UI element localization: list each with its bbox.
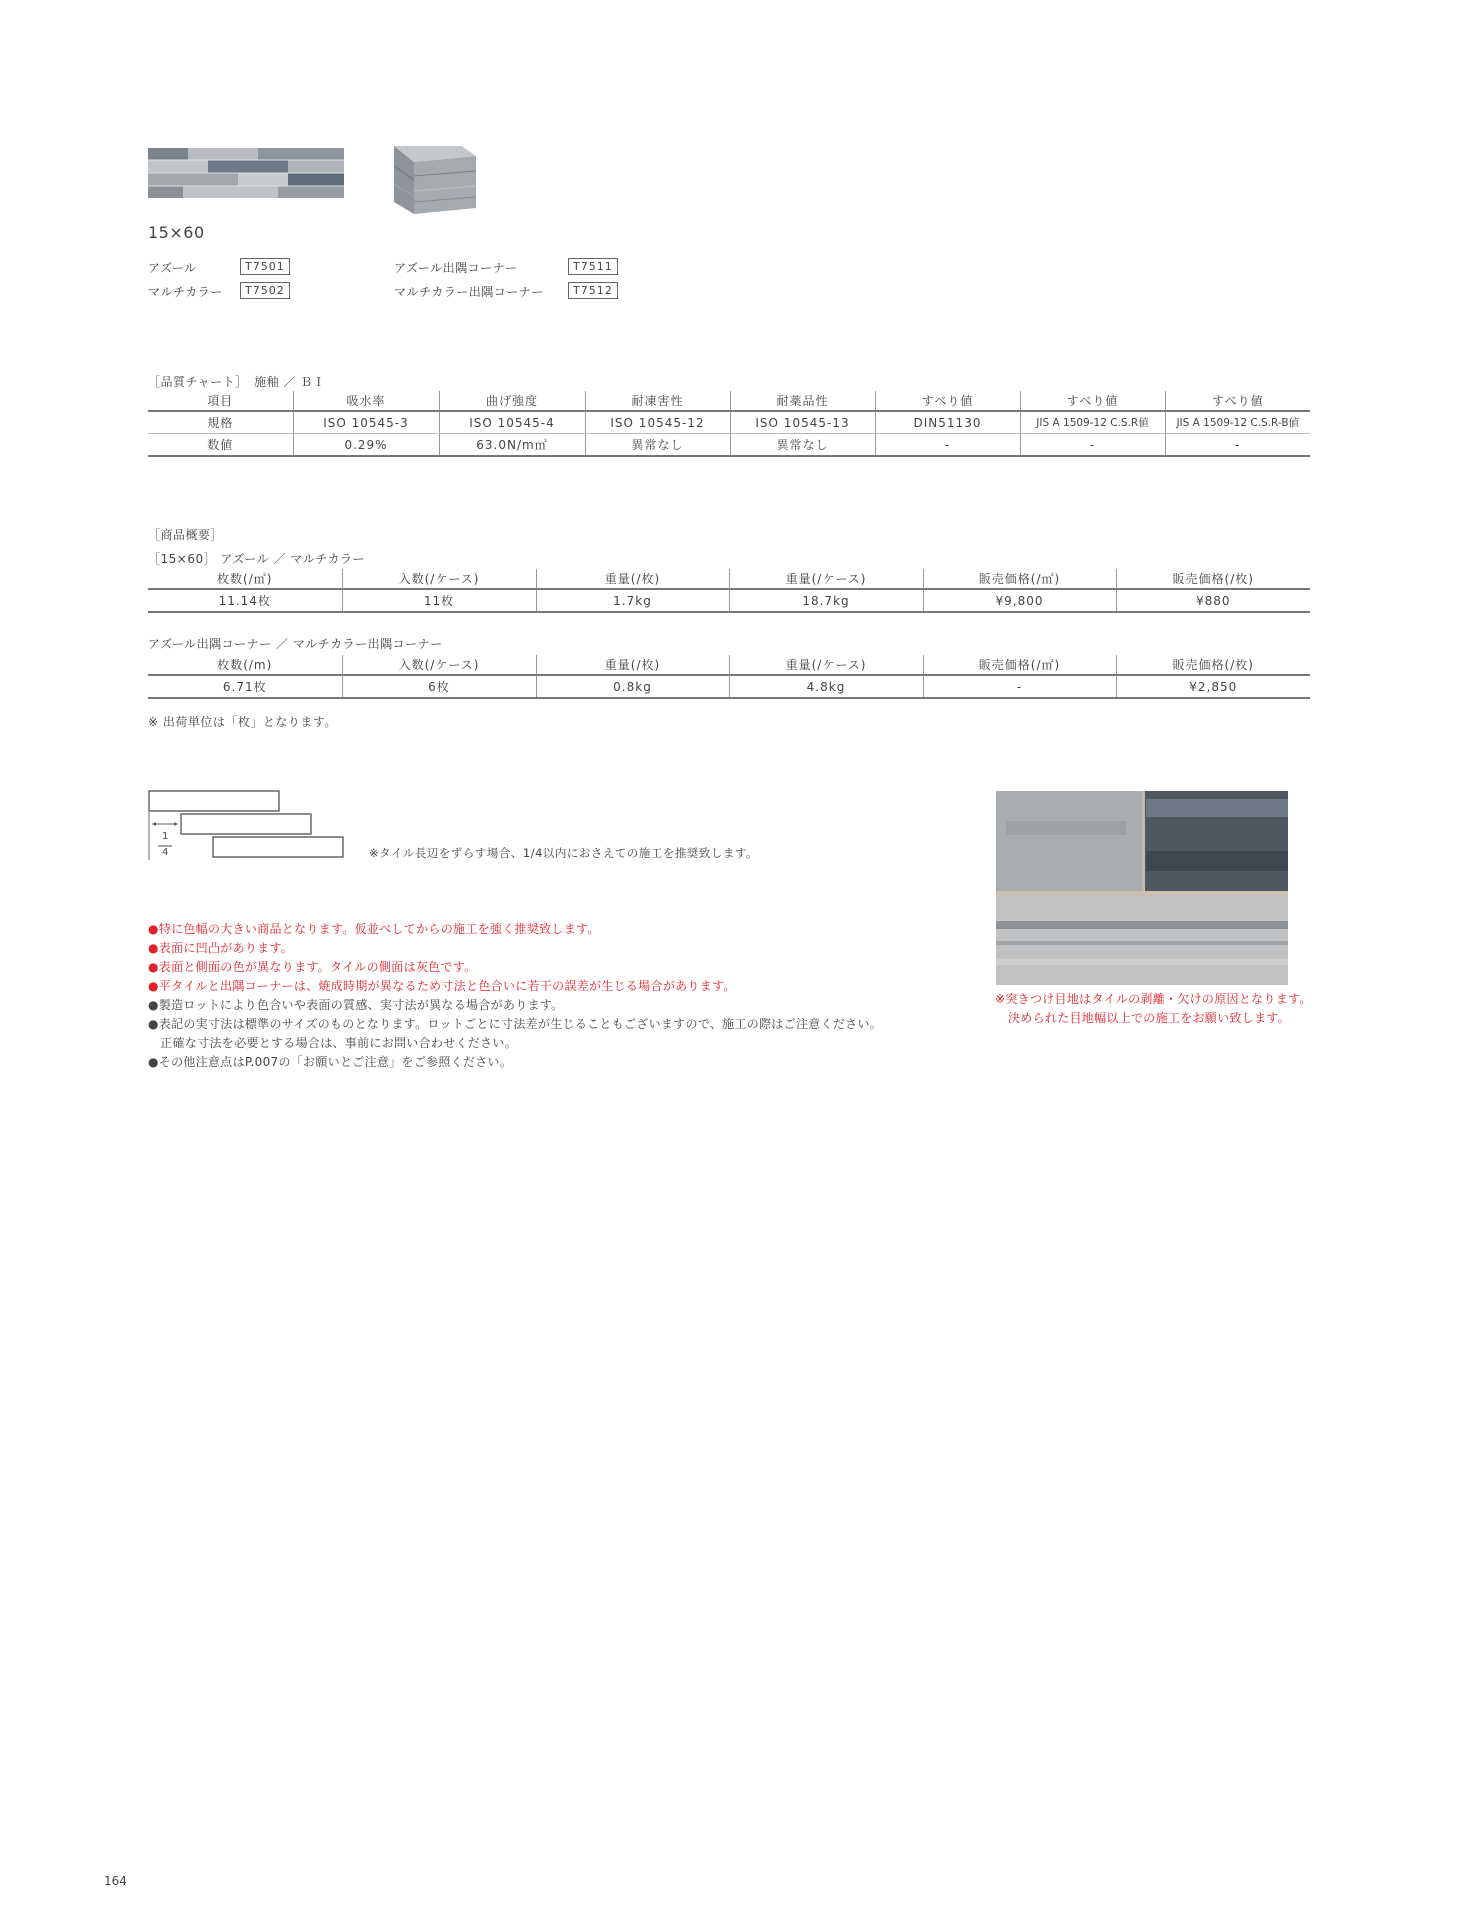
quality-cell: 規格	[148, 411, 293, 434]
quality-cell: 63.0N/m㎡	[439, 434, 585, 457]
quality-header-cell: 項目	[148, 391, 293, 411]
overview-cell: ¥9,800	[923, 589, 1116, 612]
overview-title: ［商品概要］	[148, 528, 224, 542]
quality-header-cell: 耐薬品性	[730, 391, 875, 411]
flat-tile-image	[148, 148, 344, 198]
overview-cell: -	[923, 675, 1116, 698]
quality-header-cell: すべり値	[1020, 391, 1165, 411]
quality-header-cell: すべり値	[875, 391, 1020, 411]
product-code-multi: T7502	[240, 282, 290, 299]
offset-diagram	[148, 790, 348, 862]
overview-cell: ¥2,850	[1116, 675, 1310, 698]
quality-cell: DIN51130	[875, 411, 1020, 434]
quality-cell: -	[875, 434, 1020, 457]
quality-cell: JIS A 1509-12 C.S.R値	[1020, 411, 1165, 434]
quality-cell: 数値	[148, 434, 293, 457]
overview-table1-header-row	[148, 569, 1310, 589]
note-gray-3: 正確な寸法を必要とする場合は、事前にお問い合わせください。	[148, 1036, 518, 1050]
product-code-azure-corner: T7511	[568, 258, 618, 275]
quality-cell: 異常なし	[730, 434, 875, 457]
note-red-3: ●表面と側面の色が異なります。タイルの側面は灰色です。	[148, 960, 477, 974]
note-red-4: ●平タイルと出隅コーナーは、焼成時期が異なるため寸法と色合いに若干の誤差が生じる場合があります。	[148, 979, 736, 993]
overview-table-corner	[148, 655, 1310, 699]
product-code-multi-corner: T7512	[568, 282, 618, 299]
product-name-azure: アズール	[148, 261, 197, 275]
overview-header-cell: 重量(/枚)	[536, 655, 729, 675]
overview-header-cell: 重量(/ケース)	[729, 655, 923, 675]
size-label: 15×60	[148, 223, 205, 242]
quality-header-cell: 曲げ強度	[439, 391, 585, 411]
quality-cell: ISO 10545-13	[730, 411, 875, 434]
product-name-multi: マルチカラー	[148, 285, 223, 299]
photo-caption-line2: 決められた目地幅以上での施工をお願い致します。	[1008, 1011, 1290, 1025]
quality-cell: -	[1165, 434, 1310, 457]
overview-header-cell: 枚数(/㎡)	[148, 569, 342, 589]
quality-cell: ISO 10545-4	[439, 411, 585, 434]
overview-cell: 6枚	[342, 675, 536, 698]
product-name-azure-corner: アズール出隅コーナー	[394, 261, 518, 275]
overview-table2-value-row	[148, 675, 1310, 698]
note-red-1: ●特に色幅の大きい商品となります。仮並べしてからの施工を強く推奨致します。	[148, 922, 600, 936]
overview-cell: 6.71枚	[148, 675, 342, 698]
tile-joint-photo	[996, 791, 1288, 985]
overview-header-cell: 枚数(/m)	[148, 655, 342, 675]
product-code-azure: T7501	[240, 258, 290, 275]
note-gray-1: ●製造ロットにより色合いや表面の質感、実寸法が異なる場合があります。	[148, 998, 564, 1012]
quality-header-row	[148, 391, 1310, 411]
overview-table2-subtitle: アズール出隅コーナー ／ マルチカラー出隅コーナー	[148, 637, 443, 651]
overview-header-cell: 入数(/ケース)	[342, 569, 536, 589]
overview-cell: 1.7kg	[536, 589, 729, 612]
overview-cell: 4.8kg	[729, 675, 923, 698]
quality-table	[148, 391, 1310, 457]
quality-cell: ISO 10545-3	[293, 411, 439, 434]
page-number: 164	[104, 1874, 127, 1888]
overview-cell: 11.14枚	[148, 589, 342, 612]
quality-cell: -	[1020, 434, 1165, 457]
overview-table-flat	[148, 569, 1310, 613]
quality-cell: ISO 10545-12	[585, 411, 730, 434]
overview-header-cell: 販売価格(/枚)	[1116, 569, 1310, 589]
overview-header-cell: 重量(/ケース)	[729, 569, 923, 589]
quality-cell: 0.29%	[293, 434, 439, 457]
overview-header-cell: 販売価格(/㎡)	[923, 655, 1116, 675]
quality-standard-row	[148, 411, 1310, 434]
overview-table2-header-row	[148, 655, 1310, 675]
quality-header-cell: 耐凍害性	[585, 391, 730, 411]
product-name-multi-corner: マルチカラー出隅コーナー	[394, 285, 544, 299]
overview-table1-subtitle: ［15×60］ アズール ／ マルチカラー	[148, 552, 365, 566]
quality-header-cell: 吸水率	[293, 391, 439, 411]
fraction-numerator: 1	[162, 831, 169, 842]
note-red-2: ●表面に凹凸があります。	[148, 941, 294, 955]
overview-cell: ¥880	[1116, 589, 1310, 612]
quality-header-cell: すべり値	[1165, 391, 1310, 411]
quality-chart-title: ［品質チャート］ 施釉 ／ ＢＩ	[148, 375, 326, 389]
overview-header-cell: 販売価格(/㎡)	[923, 569, 1116, 589]
overview-table1-value-row	[148, 589, 1310, 612]
overview-header-cell: 販売価格(/枚)	[1116, 655, 1310, 675]
note-gray-4: ●その他注意点はP.007の「お願いとご注意」をご参照ください。	[148, 1055, 513, 1069]
quality-cell: JIS A 1509-12 C.S.R-B値	[1165, 411, 1310, 434]
fraction-denominator: 4	[162, 847, 169, 858]
photo-caption-line1: ※突きつけ目地はタイルの剥離・欠けの原因となります。	[995, 992, 1312, 1006]
shipping-note: ※ 出荷単位は「枚」となります。	[148, 715, 337, 729]
corner-tile-image	[394, 146, 476, 214]
note-gray-2: ●表記の実寸法は標準のサイズのものとなります。ロットごとに寸法差が生じることもございますので、施工の際はご注意ください。	[148, 1017, 883, 1031]
quality-cell: 異常なし	[585, 434, 730, 457]
overview-header-cell: 入数(/ケース)	[342, 655, 536, 675]
overview-cell: 11枚	[342, 589, 536, 612]
overview-header-cell: 重量(/枚)	[536, 569, 729, 589]
offset-note: ※タイル長辺をずらす場合、1/4以内におさえての施工を推奨致します。	[369, 846, 758, 860]
quality-value-row	[148, 434, 1310, 457]
overview-cell: 18.7kg	[729, 589, 923, 612]
overview-cell: 0.8kg	[536, 675, 729, 698]
